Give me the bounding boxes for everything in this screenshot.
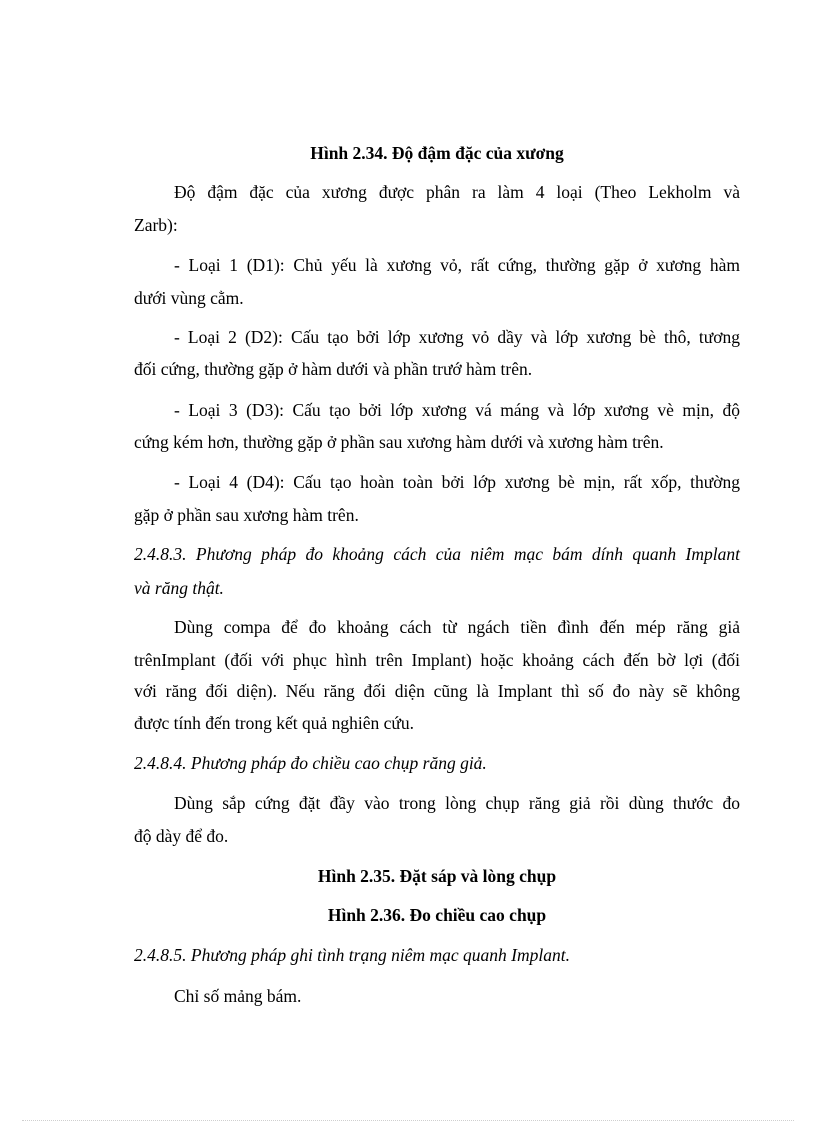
type-4-line-1: - Loại 4 (D4): Cấu tạo hoàn toàn bởi lớp xương bè mịn, rất xốp, thường <box>174 472 740 492</box>
type-2-line-1: - Loại 2 (D2): Cấu tạo bởi lớp xương vỏ dầy và lớp xương bè thô, tương <box>174 327 740 347</box>
type-1-line-1: - Loại 1 (D1): Chủ yếu là xương vỏ, rất cứng, thường gặp ở xương hàm <box>174 255 740 275</box>
plaque-index-line: Chỉ số mảng bám. <box>174 986 302 1006</box>
figure-caption-2-35: Hình 2.35. Đặt sáp và lòng chụp <box>317 866 557 886</box>
type-2-line-2: đối cứng, thường gặp ở hàm dưới và phần trướ hàm trên. <box>134 359 533 379</box>
wax-paragraph-line-2: độ dày để đo. <box>134 826 229 846</box>
page-bottom-border <box>22 1120 794 1121</box>
figure-caption-2-36: Hình 2.36. Đo chiều cao chụp <box>327 905 547 925</box>
section-heading-2-4-8-5: 2.4.8.5. Phương pháp ghi tình trạng niêm mạc quanh Implant. <box>134 945 570 965</box>
type-3-line-1: - Loại 3 (D3): Cấu tạo bởi lớp xương vá máng và lớp xương vè mịn, độ <box>174 400 740 420</box>
type-4-line-2: gặp ở phần sau xương hàm trên. <box>134 505 359 525</box>
section-heading-2-4-8-4: 2.4.8.4. Phương pháp đo chiều cao chụp răng giả. <box>134 753 487 773</box>
type-1-line-2: dưới vùng cằm. <box>134 288 244 308</box>
compa-paragraph-line-4: được tính đến trong kết quả nghiên cứu. <box>134 713 414 733</box>
compa-paragraph-line-3: với răng đối diện). Nếu răng đối diện cũng là Implant thì số đo này sẽ không <box>134 681 740 701</box>
compa-paragraph-line-1: Dùng compa để đo khoảng cách từ ngách tiền đình đến mép răng giả <box>174 617 740 637</box>
section-heading-2-4-8-3-line-1: 2.4.8.3. Phương pháp đo khoảng cách của niêm mạc bám dính quanh Implant <box>134 544 740 564</box>
compa-paragraph-line-2: trênImplant (đối với phục hình trên Implant) hoặc khoảng cách đến bờ lợi (đối <box>134 650 740 670</box>
section-heading-2-4-8-3-line-2: và răng thật. <box>134 578 224 598</box>
density-intro-line-1: Độ đậm đặc của xương được phân ra làm 4 loại (Theo Lekholm và <box>174 182 740 202</box>
density-intro-line-2: Zarb): <box>134 215 178 235</box>
wax-paragraph-line-1: Dùng sắp cứng đặt đầy vào trong lòng chụp răng giả rồi dùng thước đo <box>174 793 740 813</box>
type-3-line-2: cứng kém hơn, thường gặp ở phần sau xương hàm dưới và xương hàm trên. <box>134 432 664 452</box>
figure-caption-2-34: Hình 2.34. Độ đậm đặc của xương <box>310 143 564 163</box>
